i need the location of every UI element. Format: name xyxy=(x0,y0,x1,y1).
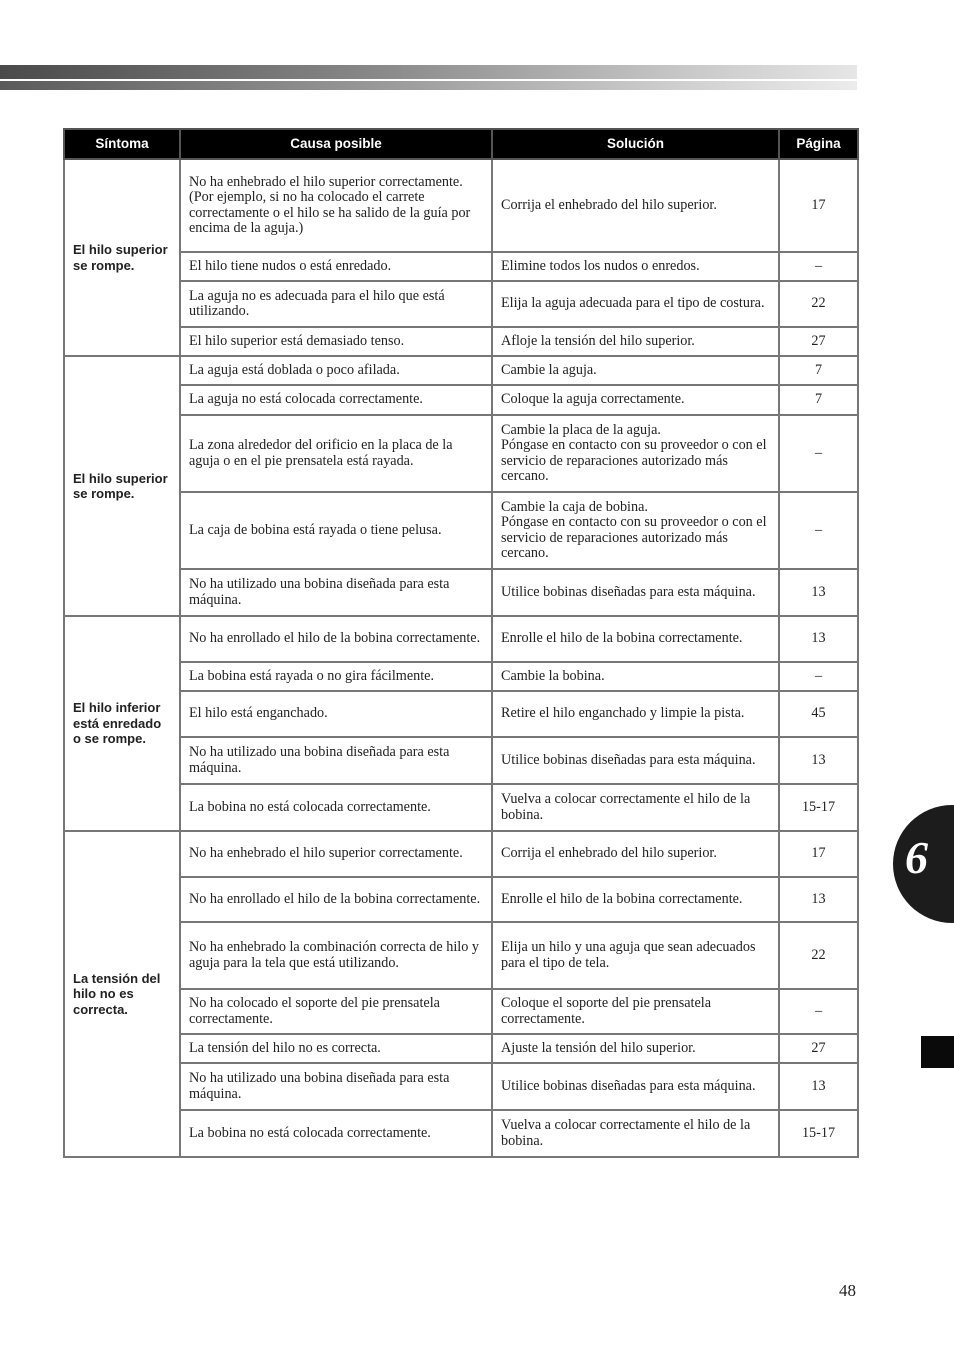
table-row xyxy=(64,691,858,737)
table-row xyxy=(64,877,858,922)
cause-cell: El hilo superior está demasiado tenso. xyxy=(180,327,492,356)
table-row xyxy=(64,356,858,385)
cause-cell: No ha colocado el soporte del pie prensatela correctamente. xyxy=(180,989,492,1034)
page-cell: – xyxy=(779,662,858,691)
header-bar-bottom xyxy=(0,81,857,90)
cause-cell: La aguja no está colocada correctamente. xyxy=(180,385,492,415)
solution-cell: Enrolle el hilo de la bobina correctamente. xyxy=(492,877,779,922)
chapter-tab-marker xyxy=(921,1036,954,1068)
page-cell: 15-17 xyxy=(779,784,858,831)
page-cell: 17 xyxy=(779,159,858,252)
solution-cell: Ajuste la tensión del hilo superior. xyxy=(492,1034,779,1063)
page-number: 48 xyxy=(839,1281,856,1300)
table-row xyxy=(64,1063,858,1110)
solution-cell: Vuelva a colocar correctamente el hilo de la bobina. xyxy=(492,784,779,831)
cause-cell: La tensión del hilo no es correcta. xyxy=(180,1034,492,1063)
table-row xyxy=(64,415,858,492)
page-cell: 13 xyxy=(779,616,858,662)
page-cell: 13 xyxy=(779,569,858,616)
cause-cell: No ha enhebrado el hilo superior correctamente. (Por ejemplo, si no ha colocado el carrete correctamente o el hilo se ha salido de la guía por encima de la aguja.) xyxy=(180,159,492,252)
cause-cell: No ha enhebrado el hilo superior correctamente. xyxy=(180,831,492,877)
cause-cell: No ha utilizado una bobina diseñada para esta máquina. xyxy=(180,737,492,784)
solution-cell: Retire el hilo enganchado y limpie la pista. xyxy=(492,691,779,737)
page-cell: 27 xyxy=(779,1034,858,1063)
solution-cell: Coloque la aguja correctamente. xyxy=(492,385,779,415)
table-row xyxy=(64,492,858,569)
solution-cell: Elija la aguja adecuada para el tipo de costura. xyxy=(492,281,779,327)
solution-cell: Utilice bobinas diseñadas para esta máquina. xyxy=(492,737,779,784)
chapter-number: 6 xyxy=(905,832,928,883)
solution-cell: Utilice bobinas diseñadas para esta máquina. xyxy=(492,569,779,616)
table-row xyxy=(64,385,858,415)
page-cell: 15-17 xyxy=(779,1110,858,1157)
table-row xyxy=(64,327,858,356)
cause-cell: No ha utilizado una bobina diseñada para esta máquina. xyxy=(180,569,492,616)
solution-cell: Corrija el enhebrado del hilo superior. xyxy=(492,831,779,877)
solution-cell: Utilice bobinas diseñadas para esta máquina. xyxy=(492,1063,779,1110)
table-row xyxy=(64,281,858,327)
header-solution: Solución xyxy=(492,129,779,159)
header-bar-top xyxy=(0,65,857,79)
solution-cell: Coloque el soporte del pie prensatela correctamente. xyxy=(492,989,779,1034)
page-cell: 7 xyxy=(779,356,858,385)
page-cell: 13 xyxy=(779,737,858,784)
cause-cell: La aguja no es adecuada para el hilo que está utilizando. xyxy=(180,281,492,327)
symptom-cell: El hilo superior se rompe. xyxy=(64,159,180,356)
solution-cell: Cambie la caja de bobina. Póngase en contacto con su proveedor o con el servicio de reparaciones autorizado más cercano. xyxy=(492,492,779,569)
table-row xyxy=(64,616,858,662)
symptom-cell: El hilo inferior está enredado o se rompe. xyxy=(64,616,180,831)
symptom-cell: El hilo superior se rompe. xyxy=(64,356,180,616)
cause-cell: La bobina está rayada o no gira fácilmente. xyxy=(180,662,492,691)
troubleshooting-table xyxy=(63,128,859,1158)
page-cell: 13 xyxy=(779,877,858,922)
solution-cell: Cambie la bobina. xyxy=(492,662,779,691)
page-cell: 45 xyxy=(779,691,858,737)
solution-cell: Corrija el enhebrado del hilo superior. xyxy=(492,159,779,252)
page-cell: – xyxy=(779,252,858,281)
page-cell: 22 xyxy=(779,281,858,327)
cause-cell: No ha enrollado el hilo de la bobina correctamente. xyxy=(180,616,492,662)
table-row xyxy=(64,159,858,252)
cause-cell: La caja de bobina está rayada o tiene pelusa. xyxy=(180,492,492,569)
table-row xyxy=(64,1034,858,1063)
cause-cell: La zona alrededor del orificio en la placa de la aguja o en el pie prensatela está rayada. xyxy=(180,415,492,492)
page-cell: – xyxy=(779,415,858,492)
solution-cell: Elija un hilo y una aguja que sean adecuados para el tipo de tela. xyxy=(492,922,779,989)
cause-cell: La bobina no está colocada correctamente. xyxy=(180,784,492,831)
cause-cell: El hilo tiene nudos o está enredado. xyxy=(180,252,492,281)
table-row xyxy=(64,569,858,616)
symptom-cell: La tensión del hilo no es correcta. xyxy=(64,831,180,1157)
cause-cell: No ha enrollado el hilo de la bobina correctamente. xyxy=(180,877,492,922)
table-row xyxy=(64,1110,858,1157)
table-row xyxy=(64,252,858,281)
chapter-badge xyxy=(893,805,954,923)
solution-cell: Afloje la tensión del hilo superior. xyxy=(492,327,779,356)
cause-cell: No ha enhebrado la combinación correcta de hilo y aguja para la tela que está utilizando. xyxy=(180,922,492,989)
page-cell: 7 xyxy=(779,385,858,415)
header-cause: Causa posible xyxy=(180,129,492,159)
table-header-row xyxy=(64,129,858,159)
table-row xyxy=(64,831,858,877)
cause-cell: La aguja está doblada o poco afilada. xyxy=(180,356,492,385)
solution-cell: Vuelva a colocar correctamente el hilo de la bobina. xyxy=(492,1110,779,1157)
table-row xyxy=(64,922,858,989)
page-cell: – xyxy=(779,989,858,1034)
table-row xyxy=(64,989,858,1034)
table-row xyxy=(64,737,858,784)
page-cell: 22 xyxy=(779,922,858,989)
header-symptom: Síntoma xyxy=(64,129,180,159)
solution-cell: Enrolle el hilo de la bobina correctamente. xyxy=(492,616,779,662)
solution-cell: Cambie la aguja. xyxy=(492,356,779,385)
table-row xyxy=(64,784,858,831)
solution-cell: Elimine todos los nudos o enredos. xyxy=(492,252,779,281)
cause-cell: No ha utilizado una bobina diseñada para esta máquina. xyxy=(180,1063,492,1110)
solution-cell: Cambie la placa de la aguja. Póngase en contacto con su proveedor o con el servicio de reparaciones autorizado más cercano. xyxy=(492,415,779,492)
page-cell: 13 xyxy=(779,1063,858,1110)
cause-cell: La bobina no está colocada correctamente. xyxy=(180,1110,492,1157)
header-page: Página xyxy=(779,129,858,159)
page-cell: 17 xyxy=(779,831,858,877)
page-cell: 27 xyxy=(779,327,858,356)
page-cell: – xyxy=(779,492,858,569)
table-row xyxy=(64,662,858,691)
cause-cell: El hilo está enganchado. xyxy=(180,691,492,737)
